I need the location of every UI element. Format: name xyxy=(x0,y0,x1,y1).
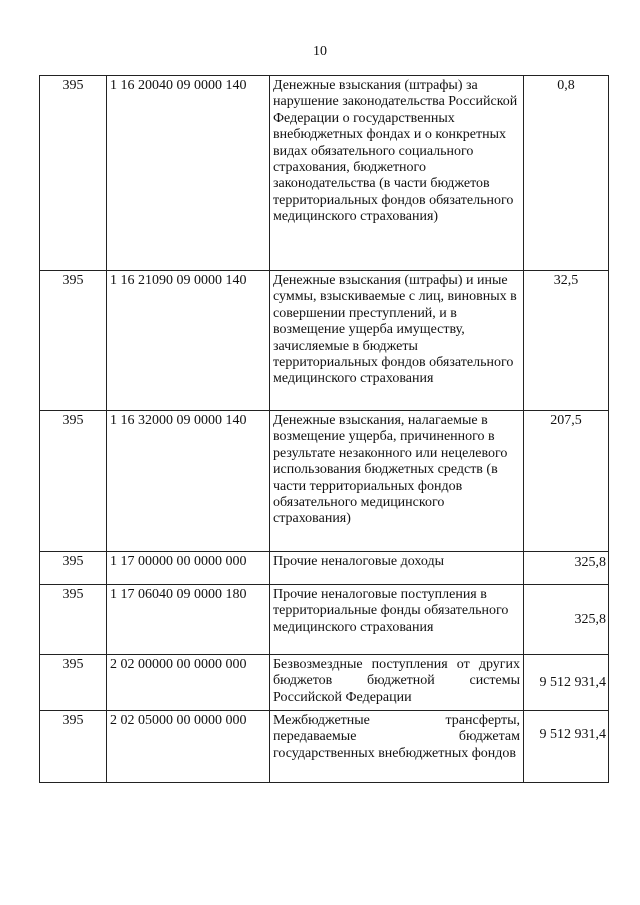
admin-code-cell: 395 xyxy=(40,711,107,783)
revenue-name-cell: Денежные взыскания (штрафы) и иные суммы, взыскиваемые с лиц, виновных в совершении преступлений, и в возмещение ущерба имуществу, зачисляемые в бюджеты территориальных фондов обязательного медицинского страхования xyxy=(270,271,524,411)
revenue-name-cell: Прочие неналоговые поступления в территориальные фонды обязательного медицинского страхования xyxy=(270,585,524,655)
amount-cell: 0,8 xyxy=(524,76,609,271)
amount-cell: 32,5 xyxy=(524,271,609,411)
revenue-name-cell: Межбюджетные трансферты, передаваемые бюджетам государственных внебюджетных фондов xyxy=(270,711,524,783)
budget-classification-code-cell: 2 02 05000 00 0000 000 xyxy=(107,711,270,783)
amount-cell: 9 512 931,4 xyxy=(524,655,609,711)
revenue-name-cell: Денежные взыскания (штрафы) за нарушение законодательства Российской Федерации о государственных внебюджетных фондах и о конкретных видах обязательного социального страхования, бюджетного законодательства (в части бюджетов территориальных фондов обязательного медицинского страхования) xyxy=(270,76,524,271)
revenue-name-cell: Денежные взыскания, налагаемые в возмещение ущерба, причиненного в результате незаконного или нецелевого использования бюджетных средств (в части территориальных фондов обязательного медицинского страхования) xyxy=(270,411,524,552)
admin-code-cell: 395 xyxy=(40,552,107,585)
table-row xyxy=(40,271,609,411)
table-row xyxy=(40,411,609,552)
budget-classification-code-cell: 1 17 06040 09 0000 180 xyxy=(107,585,270,655)
admin-code-cell: 395 xyxy=(40,271,107,411)
budget-classification-code-cell: 1 16 32000 09 0000 140 xyxy=(107,411,270,552)
table-row xyxy=(40,552,609,585)
table-row xyxy=(40,585,609,655)
amount-cell: 9 512 931,4 xyxy=(524,711,609,783)
revenue-name-cell: Безвозмездные поступления от других бюджетов бюджетной системы Российской Федерации xyxy=(270,655,524,711)
revenue-name-cell: Прочие неналоговые доходы xyxy=(270,552,524,585)
amount-cell: 325,8 xyxy=(524,552,609,585)
table-row xyxy=(40,76,609,271)
admin-code-cell: 395 xyxy=(40,411,107,552)
budget-classification-code-cell: 1 16 21090 09 0000 140 xyxy=(107,271,270,411)
budget-classification-code-cell: 1 16 20040 09 0000 140 xyxy=(107,76,270,271)
admin-code-cell: 395 xyxy=(40,655,107,711)
table-row xyxy=(40,711,609,783)
admin-code-cell: 395 xyxy=(40,585,107,655)
amount-cell: 207,5 xyxy=(524,411,609,552)
amount-cell: 325,8 xyxy=(524,585,609,655)
budget-classification-code-cell: 2 02 00000 00 0000 000 xyxy=(107,655,270,711)
budget-classification-code-cell: 1 17 00000 00 0000 000 xyxy=(107,552,270,585)
budget-revenue-table xyxy=(39,75,609,783)
page-number: 10 xyxy=(313,44,327,59)
table-row xyxy=(40,655,609,711)
admin-code-cell: 395 xyxy=(40,76,107,271)
